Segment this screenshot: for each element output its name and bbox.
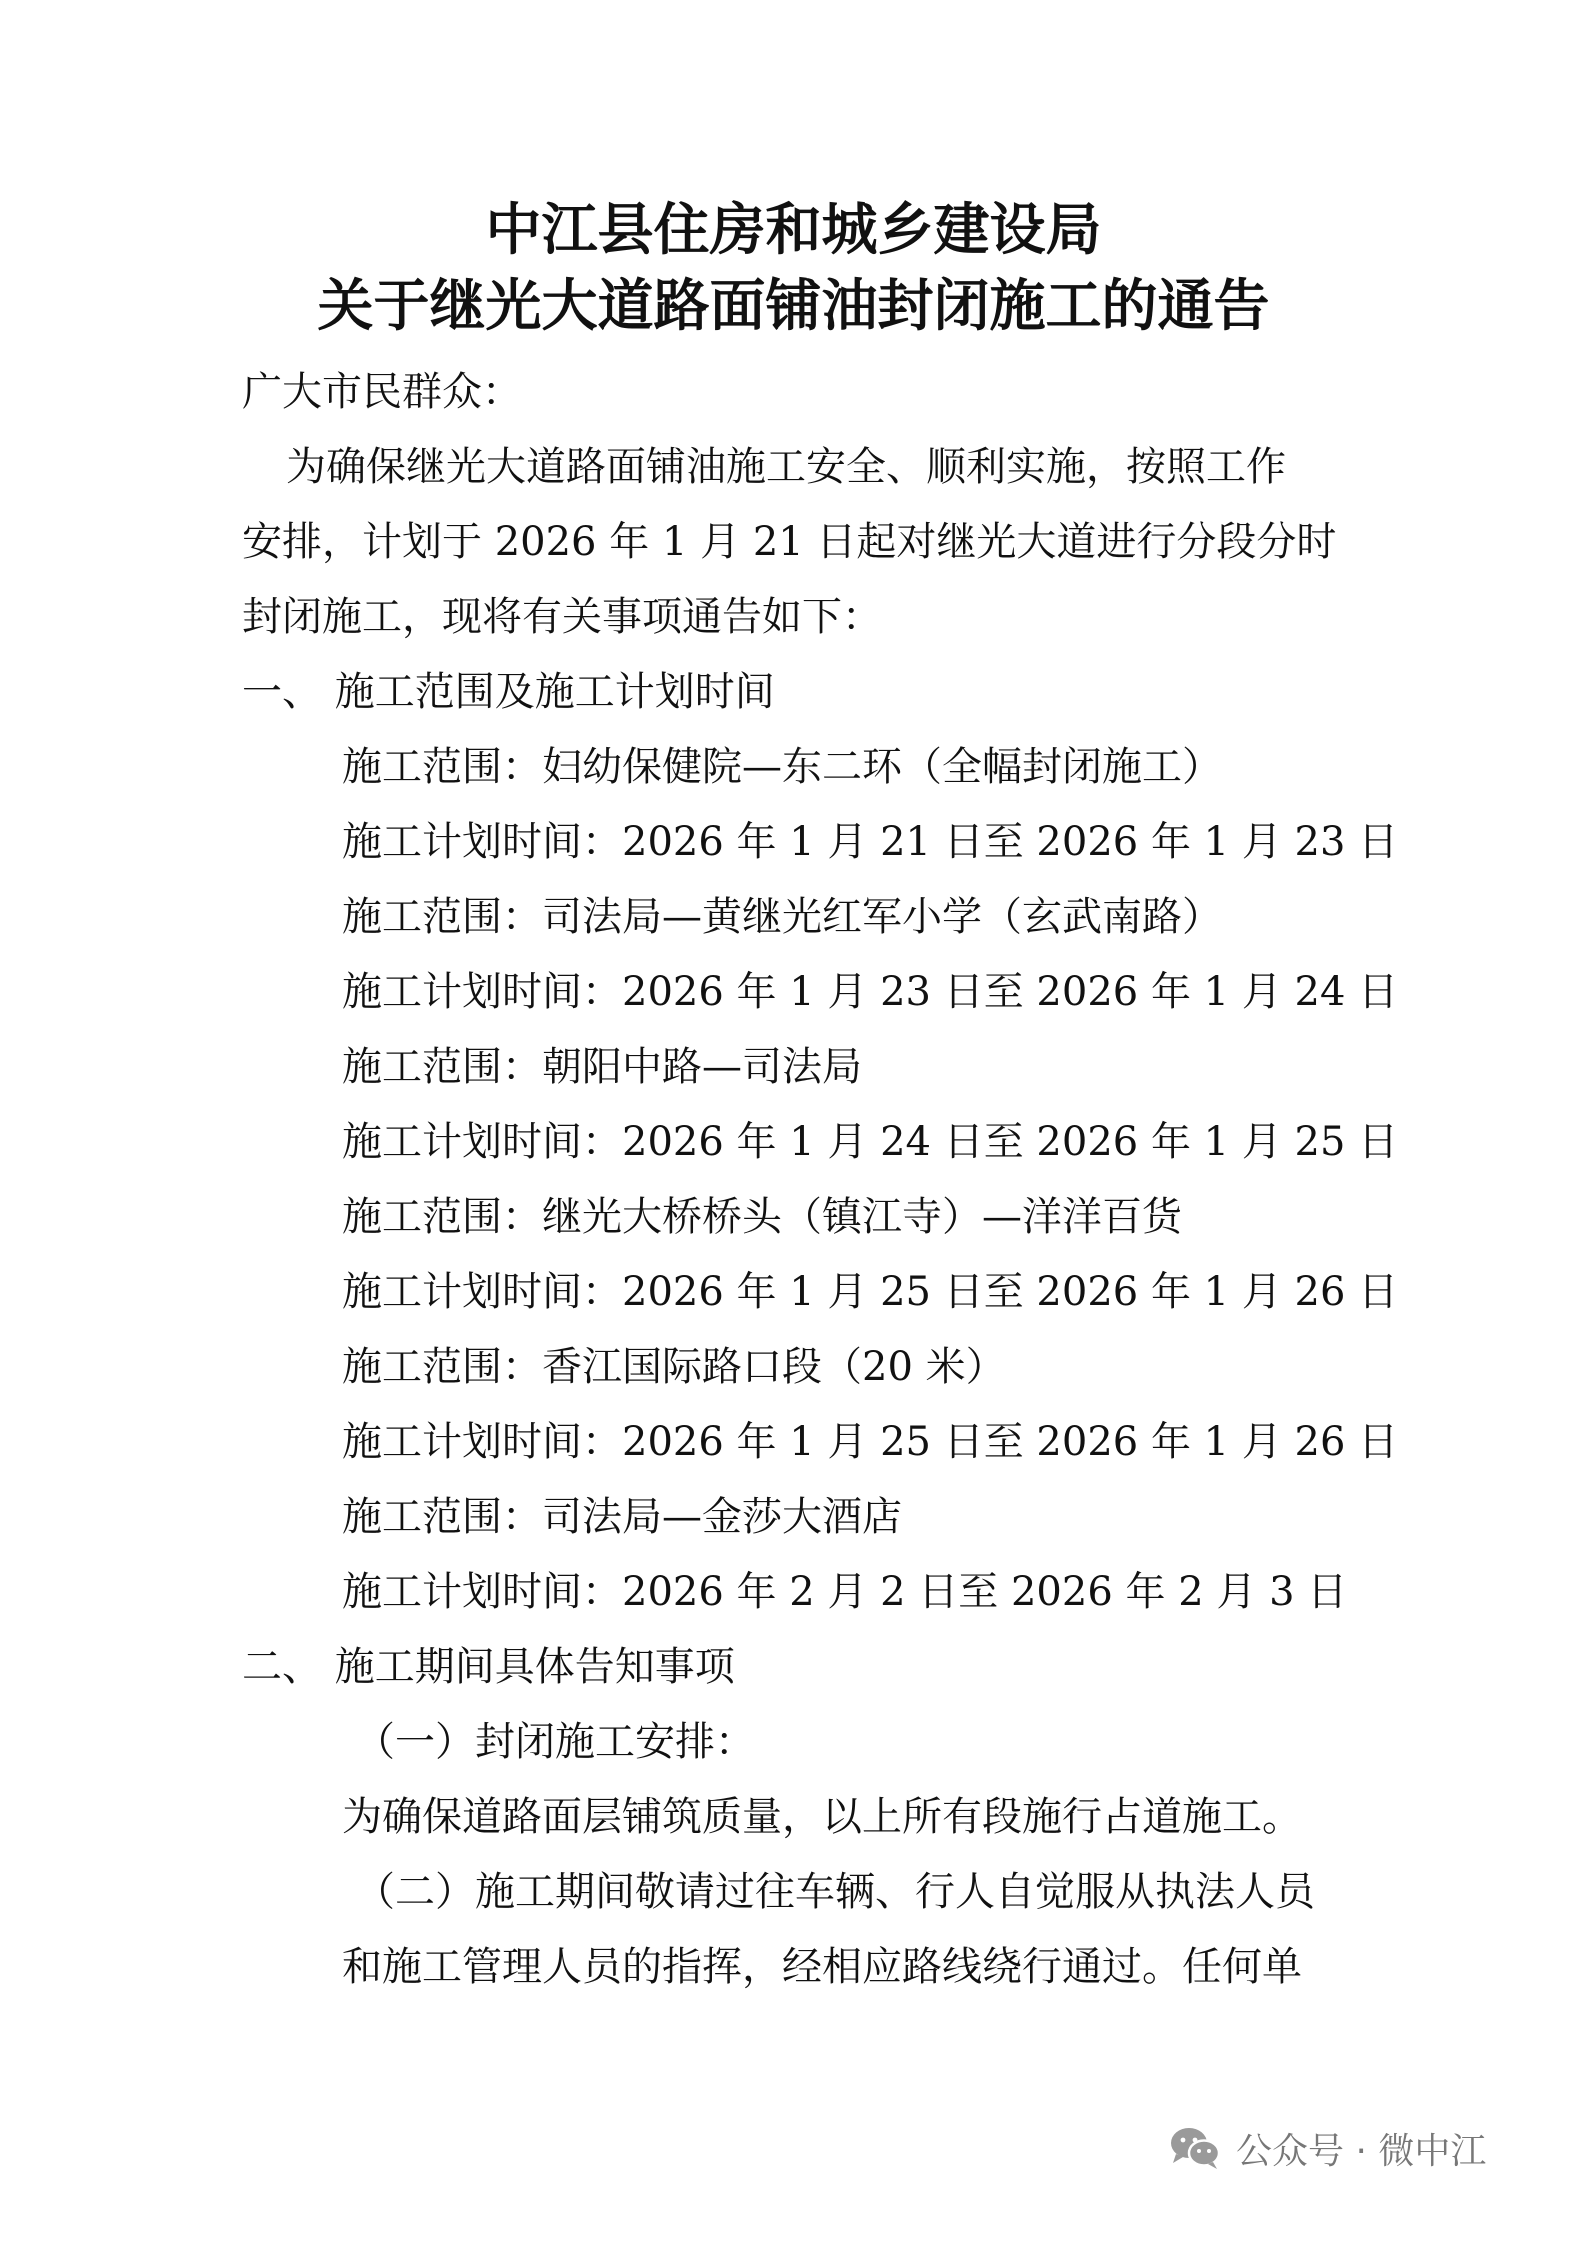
schedule-time: 施工计划时间：2026 年 1 月 23 日至 2026 年 1 月 24 日 [342, 969, 1399, 1015]
subsection-text: 和施工管理人员的指挥，经相应路线绕行通过。任何单 [342, 1944, 1302, 1990]
schedule-range: 施工范围：香江国际路口段（20 米） [342, 1344, 1006, 1390]
schedule-time: 施工计划时间：2026 年 2 月 2 日至 2026 年 2 月 3 日 [342, 1569, 1348, 1615]
schedule-range: 施工范围：司法局—金莎大酒店 [342, 1494, 902, 1540]
schedule-time: 施工计划时间：2026 年 1 月 25 日至 2026 年 1 月 26 日 [342, 1419, 1399, 1465]
watermark [1168, 2118, 1568, 2178]
schedule-time: 施工计划时间：2026 年 1 月 25 日至 2026 年 1 月 26 日 [342, 1269, 1399, 1315]
watermark-text: 公众号 · 微中江 [1236, 2130, 1487, 2172]
subsection-heading: （一）封闭施工安排： [355, 1719, 755, 1765]
schedule-range: 施工范围：朝阳中路—司法局 [342, 1044, 862, 1090]
schedule-range: 施工范围：继光大桥桥头（镇江寺）—洋洋百货 [342, 1194, 1182, 1240]
intro-line: 安排，计划于 2026 年 1 月 21 日起对继光大道进行分段分时 [242, 519, 1337, 565]
schedule-time: 施工计划时间：2026 年 1 月 21 日至 2026 年 1 月 23 日 [342, 819, 1399, 865]
subsection-text: （二）施工期间敬请过往车辆、行人自觉服从执法人员 [355, 1869, 1315, 1915]
document-title-line1: 中江县住房和城乡建设局 [485, 197, 1102, 263]
intro-line: 封闭施工，现将有关事项通告如下： [242, 594, 882, 640]
intro-line: 为确保继光大道路面铺油施工安全、顺利实施，按照工作 [286, 444, 1286, 490]
wechat-icon [1168, 2124, 1222, 2172]
section-heading: 一、 施工范围及施工计划时间 [242, 669, 775, 715]
section-heading: 二、 施工期间具体告知事项 [242, 1644, 735, 1690]
salutation: 广大市民群众： [242, 369, 522, 415]
document-title-line2: 关于继光大道路面铺油封闭施工的通告 [317, 273, 1270, 339]
schedule-range: 施工范围：司法局—黄继光红军小学（玄武南路） [342, 894, 1222, 940]
subsection-text: 为确保道路面层铺筑质量，以上所有段施行占道施工。 [342, 1794, 1302, 1840]
schedule-range: 施工范围：妇幼保健院—东二环（全幅封闭施工） [342, 744, 1222, 790]
schedule-time: 施工计划时间：2026 年 1 月 24 日至 2026 年 1 月 25 日 [342, 1119, 1399, 1165]
